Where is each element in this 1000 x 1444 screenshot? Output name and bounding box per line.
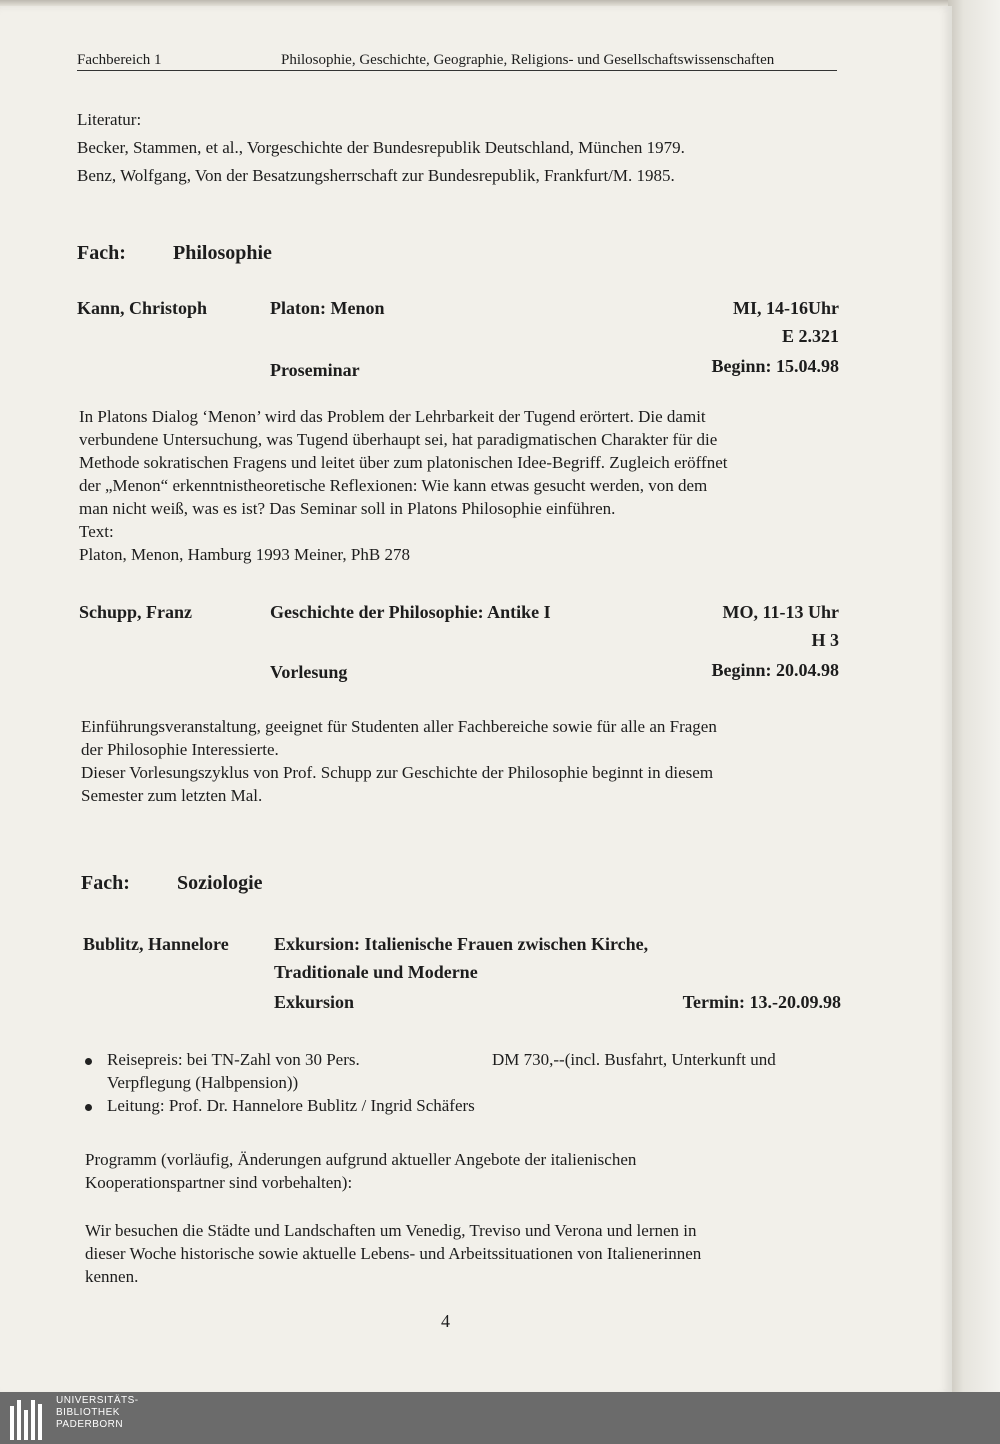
program-line: Kooperationspartner sind vorbehalten): <box>85 1173 353 1192</box>
course-type: Exkursion <box>274 992 355 1012</box>
scan-edge-right <box>948 0 1000 1444</box>
library-name-line: UNIVERSITÄTS- <box>56 1395 139 1406</box>
course-description-line: der „Menon“ erkenntnistheoretische Reflexionen: Wie kann etwas gesucht werden, von dem <box>79 476 708 495</box>
literatur-title: Literatur: <box>77 110 142 129</box>
bullet-dot <box>85 1058 92 1065</box>
course-type: Proseminar <box>270 360 360 380</box>
course-description-line: der Philosophie Interessierte. <box>81 740 279 759</box>
header-faculty: Fachbereich 1 <box>77 52 162 68</box>
course-description-line: Dieser Vorlesungszyklus von Prof. Schupp zur Geschichte der Philosophie beginnt in diesem <box>81 763 714 782</box>
bullet-leitung: Leitung: Prof. Dr. Hannelore Bublitz / Ingrid Schäfers <box>107 1096 475 1115</box>
course-start: Beginn: 20.04.98 <box>711 660 839 680</box>
section-label: Fach: <box>81 872 130 894</box>
course-start: Beginn: 15.04.98 <box>711 356 839 376</box>
course-type: Vorlesung <box>270 662 348 682</box>
header-disciplines: Philosophie, Geschichte, Geographie, Religions- und Gesellschaftswissenschaften <box>281 52 775 68</box>
document-page <box>0 6 952 1396</box>
course-description-line: Methode sokratischen Fragens und leitet über zum platonischen Idee-Begriff. Zugleich eröffnet <box>79 453 728 472</box>
bullet-price-detail: DM 730,--(incl. Busfahrt, Unterkunft und <box>492 1050 776 1069</box>
library-name-line: PADERBORN <box>56 1419 124 1430</box>
text-reference: Platon, Menon, Hamburg 1993 Meiner, PhB 278 <box>79 545 410 564</box>
course-description-line: Einführungsveranstaltung, geeignet für Studenten aller Fachbereiche sowie für alle an Fragen <box>81 717 717 736</box>
course-time: MI, 14-16Uhr <box>733 298 839 318</box>
course-title: Geschichte der Philosophie: Antike I <box>270 602 551 622</box>
visit-line: kennen. <box>85 1267 139 1286</box>
course-description-line: In Platons Dialog ‘Menon’ wird das Problem der Lehrbarkeit der Tugend erörtert. Die damit <box>79 407 706 426</box>
course-time: MO, 11-13 Uhr <box>722 602 839 622</box>
course-lecturer: Bublitz, Hannelore <box>83 934 229 954</box>
course-room: H 3 <box>811 630 839 650</box>
literatur-item: Benz, Wolfgang, Von der Besatzungsherrschaft zur Bundesrepublik, Frankfurt/M. 1985. <box>77 166 675 185</box>
library-logo-icon <box>10 1396 50 1440</box>
course-room: E 2.321 <box>781 326 839 346</box>
course-description-line: man nicht weiß, was es ist? Das Seminar soll in Platons Philosophie einführen. <box>79 499 616 518</box>
course-description-line: verbundene Untersuchung, was Tugend überhaupt sei, hat paradigmatischen Charakter für die <box>79 430 718 449</box>
bullet-price-cont: Verpflegung (Halbpension)) <box>107 1073 299 1092</box>
library-name <box>56 1395 139 1431</box>
page-number: 4 <box>441 1311 450 1331</box>
program-line: Programm (vorläufig, Änderungen aufgrund aktueller Angebote der italienischen <box>85 1150 637 1169</box>
section-label: Fach: <box>77 242 126 264</box>
visit-line: Wir besuchen die Städte und Landschaften um Venedig, Treviso und Verona und lernen in <box>85 1221 697 1240</box>
header-rule <box>77 70 837 71</box>
course-title: Platon: Menon <box>270 298 385 318</box>
course-lecturer: Kann, Christoph <box>77 298 208 318</box>
library-name-line: BIBLIOTHEK <box>56 1407 120 1418</box>
text-label: Text: <box>79 522 114 541</box>
course-description-line: Semester zum letzten Mal. <box>81 786 263 805</box>
section-subject: Philosophie <box>173 242 272 264</box>
course-title-line2: Traditionale und Moderne <box>274 962 478 982</box>
library-footer <box>0 1392 1000 1444</box>
bullet-dot <box>85 1104 92 1111</box>
course-term: Termin: 13.-20.09.98 <box>682 992 841 1012</box>
visit-line: dieser Woche historische sowie aktuelle Lebens- und Arbeitssituationen von Italienerinnen <box>85 1244 702 1263</box>
literatur-item: Becker, Stammen, et al., Vorgeschichte der Bundesrepublik Deutschland, München 1979. <box>77 138 685 157</box>
bullet-price: Reisepreis: bei TN-Zahl von 30 Pers. <box>107 1050 360 1069</box>
course-title: Exkursion: Italienische Frauen zwischen Kirche, <box>274 934 649 954</box>
section-subject: Soziologie <box>177 872 263 894</box>
course-lecturer: Schupp, Franz <box>79 602 193 622</box>
